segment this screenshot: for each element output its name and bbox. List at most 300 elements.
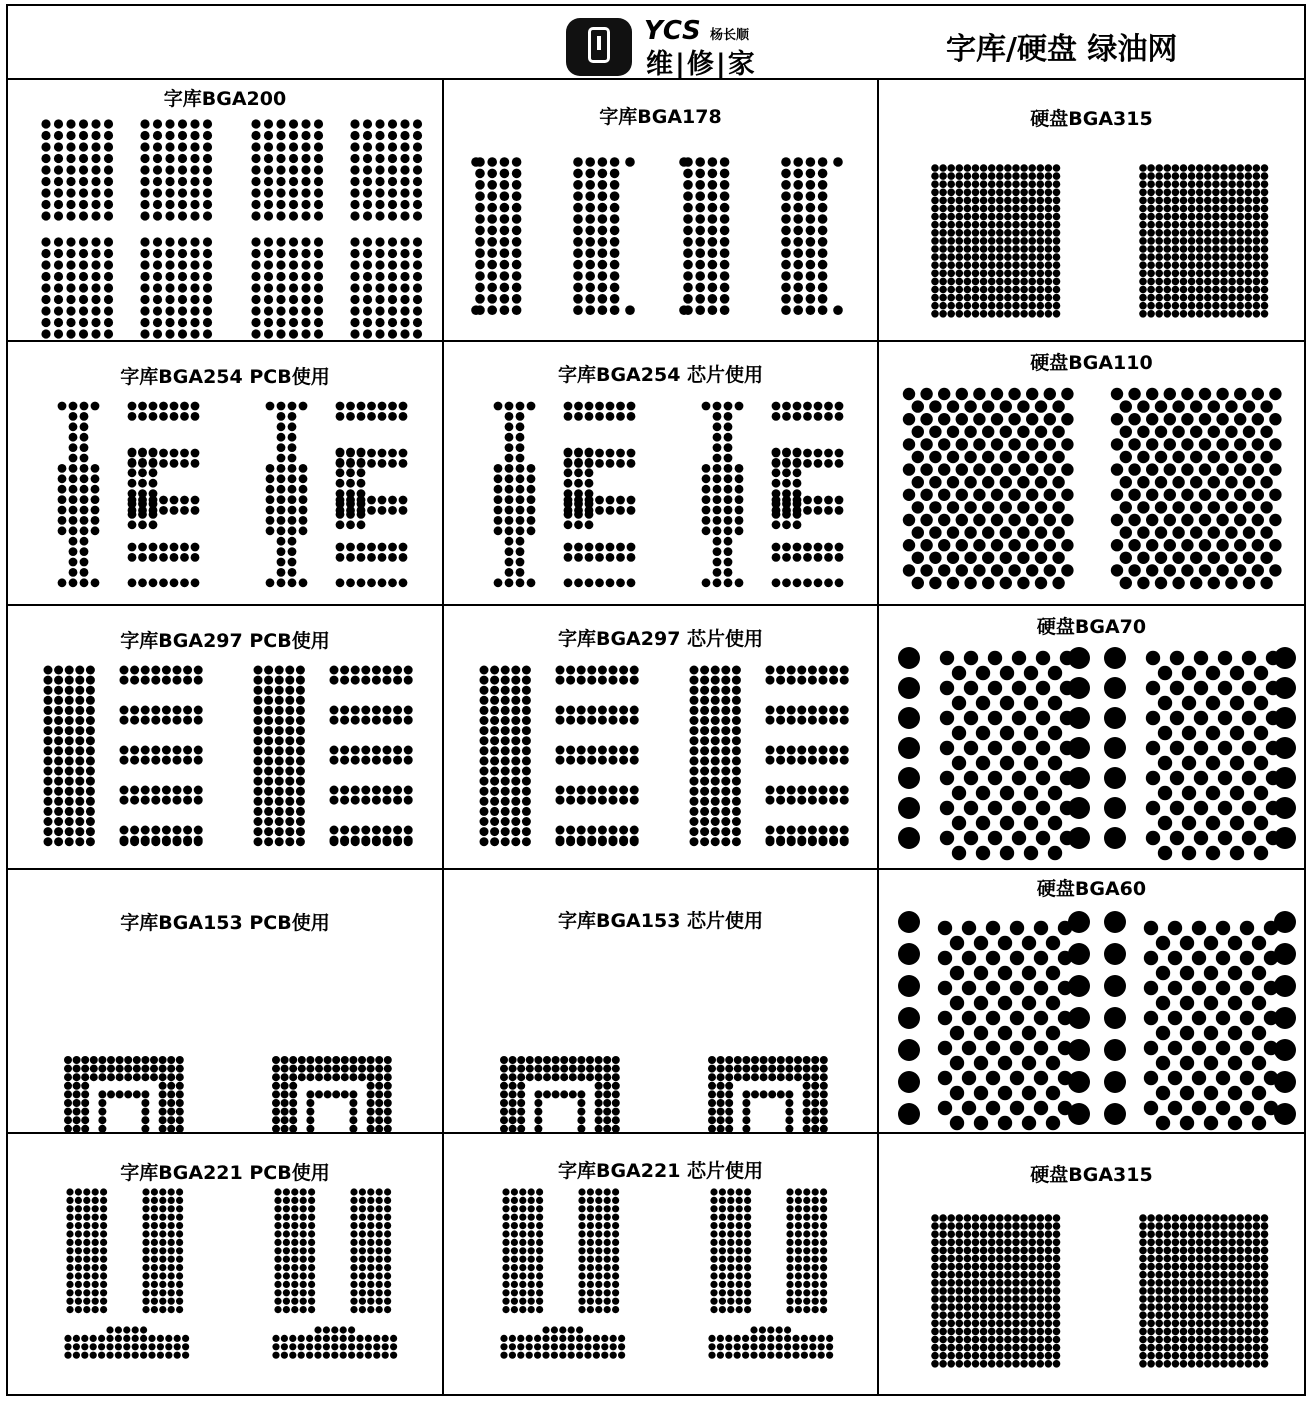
solder-ball: [502, 1214, 509, 1221]
solder-ball: [956, 286, 964, 294]
solder-ball: [947, 310, 955, 318]
solder-ball: [814, 578, 823, 587]
solder-ball: [736, 1298, 743, 1305]
solder-ball: [991, 489, 1003, 501]
solder-ball: [367, 1197, 374, 1204]
solder-ball: [132, 1335, 139, 1342]
solder-ball: [964, 1255, 972, 1263]
solder-ball: [812, 1222, 819, 1229]
solder-ball: [1028, 261, 1036, 269]
solder-ball: [375, 272, 384, 281]
solder-ball: [511, 1247, 518, 1254]
solder-ball: [254, 686, 263, 695]
solder-ball: [947, 1287, 955, 1295]
solder-ball: [69, 537, 78, 546]
solder-ball: [604, 1222, 611, 1229]
solder-ball: [90, 1352, 97, 1359]
solder-ball: [512, 157, 522, 167]
solder-ball: [577, 706, 586, 715]
solder-ball: [1004, 1303, 1012, 1311]
solder-ball: [1252, 1056, 1266, 1070]
solder-ball: [1037, 1336, 1045, 1344]
solder-ball: [585, 510, 594, 519]
solder-ball: [786, 1306, 793, 1313]
solder-ball: [713, 433, 722, 442]
solder-ball: [973, 388, 985, 400]
solder-ball: [616, 578, 625, 587]
solder-ball: [132, 1352, 139, 1359]
solder-ball: [1128, 514, 1140, 526]
solder-ball: [80, 578, 89, 587]
solder-ball: [346, 479, 355, 488]
solder-ball: [1053, 1279, 1061, 1287]
solder-ball: [1212, 189, 1220, 197]
solder-ball: [1028, 1214, 1036, 1222]
solder-ball: [1182, 756, 1196, 770]
solder-ball: [1020, 1360, 1028, 1368]
solder-ball: [176, 1116, 184, 1124]
solder-ball: [724, 485, 733, 494]
solder-ball: [83, 1256, 90, 1263]
solder-ball: [1045, 197, 1053, 205]
solder-ball: [183, 826, 192, 835]
solder-ball: [1218, 651, 1232, 665]
solder-ball: [1022, 1116, 1036, 1130]
solder-ball: [66, 142, 75, 151]
solder-ball: [183, 666, 192, 675]
solder-ball: [782, 402, 791, 411]
solder-ball: [1188, 310, 1196, 318]
solder-ball: [1216, 413, 1228, 425]
solder-ball: [820, 1099, 828, 1107]
solder-ball: [80, 558, 89, 567]
solder-ball: [1037, 1214, 1045, 1222]
solder-ball: [165, 131, 174, 140]
solder-ball: [190, 237, 199, 246]
solder-ball: [782, 489, 791, 498]
solder-ball: [1147, 253, 1155, 261]
solder-ball: [528, 1298, 535, 1305]
solder-ball: [803, 449, 812, 458]
solder-ball: [388, 165, 397, 174]
solder-ball: [720, 169, 730, 179]
solder-ball: [1274, 943, 1296, 965]
solder-ball: [573, 180, 583, 190]
solder-ball: [138, 500, 147, 509]
solder-ball: [180, 459, 189, 468]
solder-ball: [818, 180, 828, 190]
solder-ball: [744, 1306, 751, 1313]
solder-ball: [795, 1289, 802, 1296]
ball-pattern: [8, 342, 444, 606]
solder-ball: [609, 666, 618, 675]
solder-ball: [83, 1298, 90, 1305]
solder-ball: [357, 578, 366, 587]
solder-ball: [104, 295, 113, 304]
solder-ball: [151, 756, 160, 765]
solder-ball: [1139, 310, 1147, 318]
solder-ball: [595, 402, 604, 411]
solder-ball: [115, 1326, 122, 1333]
solder-ball: [1037, 1222, 1045, 1230]
solder-ball: [272, 1343, 279, 1350]
solder-ball: [986, 921, 1000, 935]
solder-ball: [708, 1082, 716, 1090]
solder-ball: [956, 221, 964, 229]
solder-ball: [1180, 966, 1194, 980]
solder-ball: [323, 1343, 330, 1350]
solder-ball: [795, 1214, 802, 1221]
solder-ball: [375, 249, 384, 258]
solder-ball: [176, 1306, 183, 1313]
solder-ball: [1180, 189, 1188, 197]
solder-ball: [54, 726, 63, 735]
solder-ball: [170, 578, 179, 587]
solder-ball: [115, 1343, 122, 1350]
solder-ball: [1046, 1056, 1060, 1070]
solder-ball: [1252, 966, 1266, 980]
solder-ball: [509, 1335, 516, 1342]
solder-ball: [1053, 1303, 1061, 1311]
solder-ball: [820, 1108, 828, 1116]
solder-ball: [710, 1239, 717, 1246]
solder-ball: [988, 1303, 996, 1311]
solder-ball: [264, 119, 273, 128]
solder-ball: [475, 169, 485, 179]
solder-ball: [988, 189, 996, 197]
solder-ball: [795, 1222, 802, 1229]
solder-ball: [1052, 400, 1064, 412]
solder-ball: [130, 756, 139, 765]
solder-ball: [1188, 286, 1196, 294]
solder-ball: [826, 1335, 833, 1342]
solder-ball: [285, 777, 294, 786]
solder-ball: [1004, 1352, 1012, 1360]
solder-ball: [301, 237, 310, 246]
solder-ball: [283, 1281, 290, 1288]
solder-ball: [1243, 552, 1255, 564]
solder-ball: [744, 1214, 751, 1221]
solder-ball: [806, 248, 816, 258]
solder-ball: [947, 1352, 955, 1360]
solder-ball: [388, 578, 397, 587]
solder-ball: [501, 817, 510, 826]
solder-ball: [1012, 1311, 1020, 1319]
solder-ball: [1012, 1230, 1020, 1238]
solder-ball: [173, 716, 182, 725]
solder-ball: [1168, 1071, 1182, 1085]
solder-ball: [367, 412, 376, 421]
solder-ball: [683, 214, 693, 224]
solder-ball: [1037, 1320, 1045, 1328]
solder-ball: [903, 514, 915, 526]
solder-ball: [1230, 666, 1244, 680]
solder-ball: [505, 422, 514, 431]
solder-ball: [1020, 1263, 1028, 1271]
solder-ball: [719, 1222, 726, 1229]
solder-ball: [150, 1056, 158, 1064]
cell-label: 硬盘BGA70: [1036, 616, 1147, 638]
solder-ball: [610, 283, 620, 293]
solder-ball: [276, 165, 285, 174]
solder-ball: [283, 1239, 290, 1246]
solder-ball: [1026, 564, 1038, 576]
solder-ball: [500, 191, 510, 201]
solder-ball: [950, 1086, 964, 1100]
solder-ball: [988, 1360, 996, 1368]
solder-ball: [54, 797, 63, 806]
solder-ball: [1164, 221, 1172, 229]
solder-ball: [536, 1247, 543, 1254]
solder-ball: [972, 1303, 980, 1311]
solder-ball: [1012, 1336, 1020, 1344]
solder-ball: [296, 736, 305, 745]
solder-ball: [577, 1099, 585, 1107]
solder-ball: [350, 1281, 357, 1288]
solder-ball: [140, 200, 149, 209]
solder-ball: [285, 787, 294, 796]
solder-ball: [528, 1289, 535, 1296]
solder-ball: [120, 666, 129, 675]
solder-ball: [480, 787, 489, 796]
solder-ball: [939, 1255, 947, 1263]
solder-ball: [1010, 1011, 1024, 1025]
solder-ball: [717, 1056, 725, 1064]
solder-ball: [266, 402, 275, 411]
solder-ball: [980, 253, 988, 261]
solder-ball: [351, 837, 360, 846]
solder-ball: [1218, 741, 1232, 755]
solder-ball: [340, 666, 349, 675]
solder-ball: [1236, 221, 1244, 229]
solder-ball: [980, 1255, 988, 1263]
solder-ball: [1261, 1214, 1269, 1222]
solder-ball: [1172, 286, 1180, 294]
solder-ball: [974, 1086, 988, 1100]
solder-ball: [1037, 1311, 1045, 1319]
solder-ball: [1111, 539, 1123, 551]
solder-ball: [931, 1263, 939, 1271]
solder-ball: [512, 180, 522, 190]
solder-ball: [266, 495, 275, 504]
solder-ball: [44, 696, 53, 705]
solder-ball: [1052, 476, 1064, 488]
solder-ball: [1139, 164, 1147, 172]
solder-ball: [41, 283, 50, 292]
solder-ball: [809, 1352, 816, 1359]
solder-ball: [306, 1343, 313, 1350]
solder-ball: [191, 543, 200, 552]
solder-ball: [350, 1306, 357, 1313]
solder-ball: [920, 438, 932, 450]
solder-ball: [86, 686, 95, 695]
solder-ball: [736, 1289, 743, 1296]
solder-ball: [382, 1335, 389, 1342]
solder-ball: [818, 294, 828, 304]
solder-ball: [736, 1205, 743, 1212]
solder-ball: [742, 1343, 749, 1350]
solder-ball: [1212, 270, 1220, 278]
stencil-cell-bga315: [879, 78, 1304, 342]
solder-ball: [275, 797, 284, 806]
solder-ball: [996, 1320, 1004, 1328]
solder-ball: [288, 402, 297, 411]
solder-ball: [480, 736, 489, 745]
solder-ball: [528, 1230, 535, 1237]
solder-ball: [695, 237, 705, 247]
solder-ball: [1008, 388, 1020, 400]
solder-ball: [819, 746, 828, 755]
solder-ball: [378, 506, 387, 515]
solder-ball: [191, 496, 200, 505]
solder-ball: [264, 295, 273, 304]
solder-ball: [1172, 302, 1180, 310]
solder-ball: [66, 306, 75, 315]
solder-ball: [357, 479, 366, 488]
solder-ball: [1048, 666, 1062, 680]
solder-ball: [272, 1065, 280, 1073]
solder-ball: [1266, 651, 1280, 665]
solder-ball: [1228, 286, 1236, 294]
solder-ball: [54, 211, 63, 220]
solder-ball: [577, 1056, 585, 1064]
solder-ball: [151, 1230, 158, 1237]
solder-ball: [808, 786, 817, 795]
solder-ball: [956, 1287, 964, 1295]
solder-ball: [251, 295, 260, 304]
solder-ball: [511, 746, 520, 755]
solder-ball: [500, 305, 510, 315]
stencil-cell-bga315-b: [879, 1134, 1304, 1394]
solder-ball: [500, 180, 510, 190]
solder-ball: [939, 1222, 947, 1230]
solder-ball: [793, 543, 802, 552]
solder-ball: [1104, 707, 1126, 729]
solder-ball: [577, 666, 586, 675]
solder-ball: [724, 558, 733, 567]
solder-ball: [254, 777, 263, 786]
solder-ball: [1261, 270, 1269, 278]
solder-ball: [1139, 294, 1147, 302]
solder-ball: [165, 119, 174, 128]
solder-ball: [980, 1352, 988, 1360]
solder-ball: [950, 1026, 964, 1040]
solder-ball: [140, 237, 149, 246]
solder-ball: [619, 837, 628, 846]
solder-ball: [388, 119, 397, 128]
solder-ball: [509, 1099, 517, 1107]
solder-ball: [361, 786, 370, 795]
solder-ball: [573, 214, 583, 224]
solder-ball: [1052, 501, 1064, 513]
solder-ball: [1060, 711, 1074, 725]
solder-ball: [375, 211, 384, 220]
solder-ball: [898, 1007, 920, 1029]
solder-ball: [931, 1271, 939, 1279]
solder-ball: [797, 756, 806, 765]
solder-ball: [1261, 302, 1269, 310]
solder-ball: [1128, 489, 1140, 501]
solder-ball: [956, 237, 964, 245]
solder-ball: [1180, 302, 1188, 310]
solder-ball: [1028, 286, 1036, 294]
solder-ball: [128, 578, 137, 587]
solder-ball: [509, 1082, 517, 1090]
solder-ball: [254, 767, 263, 776]
solder-ball: [819, 716, 828, 725]
solder-ball: [972, 1214, 980, 1222]
solder-ball: [1139, 189, 1147, 197]
solder-ball: [289, 177, 298, 186]
solder-ball: [277, 485, 286, 494]
solder-ball: [58, 495, 67, 504]
solder-ball: [586, 1073, 594, 1081]
solder-ball: [700, 817, 709, 826]
solder-ball: [1104, 737, 1126, 759]
solder-ball: [929, 526, 941, 538]
solder-ball: [585, 479, 594, 488]
solder-ball: [980, 213, 988, 221]
cell-label: 字库BGA153 芯片使用: [557, 910, 764, 932]
solder-ball: [502, 1197, 509, 1204]
solder-ball: [604, 1247, 611, 1254]
solder-ball: [1028, 1336, 1036, 1344]
solder-ball: [1058, 1071, 1072, 1085]
solder-ball: [502, 1230, 509, 1237]
solder-ball: [1045, 1255, 1053, 1263]
solder-ball: [512, 226, 522, 236]
solder-ball: [793, 260, 803, 270]
solder-ball: [742, 1090, 750, 1098]
solder-ball: [777, 1090, 785, 1098]
solder-ball: [587, 1264, 594, 1271]
solder-ball: [956, 1279, 964, 1287]
solder-ball: [383, 796, 392, 805]
solder-ball: [86, 807, 95, 816]
solder-ball: [151, 716, 160, 725]
solder-ball: [275, 686, 284, 695]
solder-ball: [1020, 1271, 1028, 1279]
solder-ball: [363, 295, 372, 304]
solder-ball: [176, 1073, 184, 1081]
solder-ball: [285, 736, 294, 745]
solder-ball: [973, 564, 985, 576]
solder-ball: [1022, 966, 1036, 980]
solder-ball: [306, 1090, 314, 1098]
solder-ball: [1004, 253, 1012, 261]
solder-ball: [159, 1247, 166, 1254]
solder-ball: [996, 1352, 1004, 1360]
solder-ball: [138, 510, 147, 519]
solder-ball: [254, 817, 263, 826]
solder-ball: [1146, 514, 1158, 526]
solder-ball: [289, 318, 298, 327]
solder-ball: [194, 826, 203, 835]
solder-ball: [266, 506, 275, 515]
solder-ball: [91, 283, 100, 292]
solder-ball: [1252, 1026, 1266, 1040]
solder-ball: [1172, 213, 1180, 221]
solder-ball: [711, 817, 720, 826]
solder-ball: [1020, 1279, 1028, 1287]
solder-ball: [315, 1090, 323, 1098]
solder-ball: [526, 1073, 534, 1081]
solder-ball: [92, 1272, 99, 1279]
solder-ball: [41, 119, 50, 128]
solder-ball: [350, 1289, 357, 1296]
solder-ball: [939, 1271, 947, 1279]
solder-ball: [702, 402, 711, 411]
